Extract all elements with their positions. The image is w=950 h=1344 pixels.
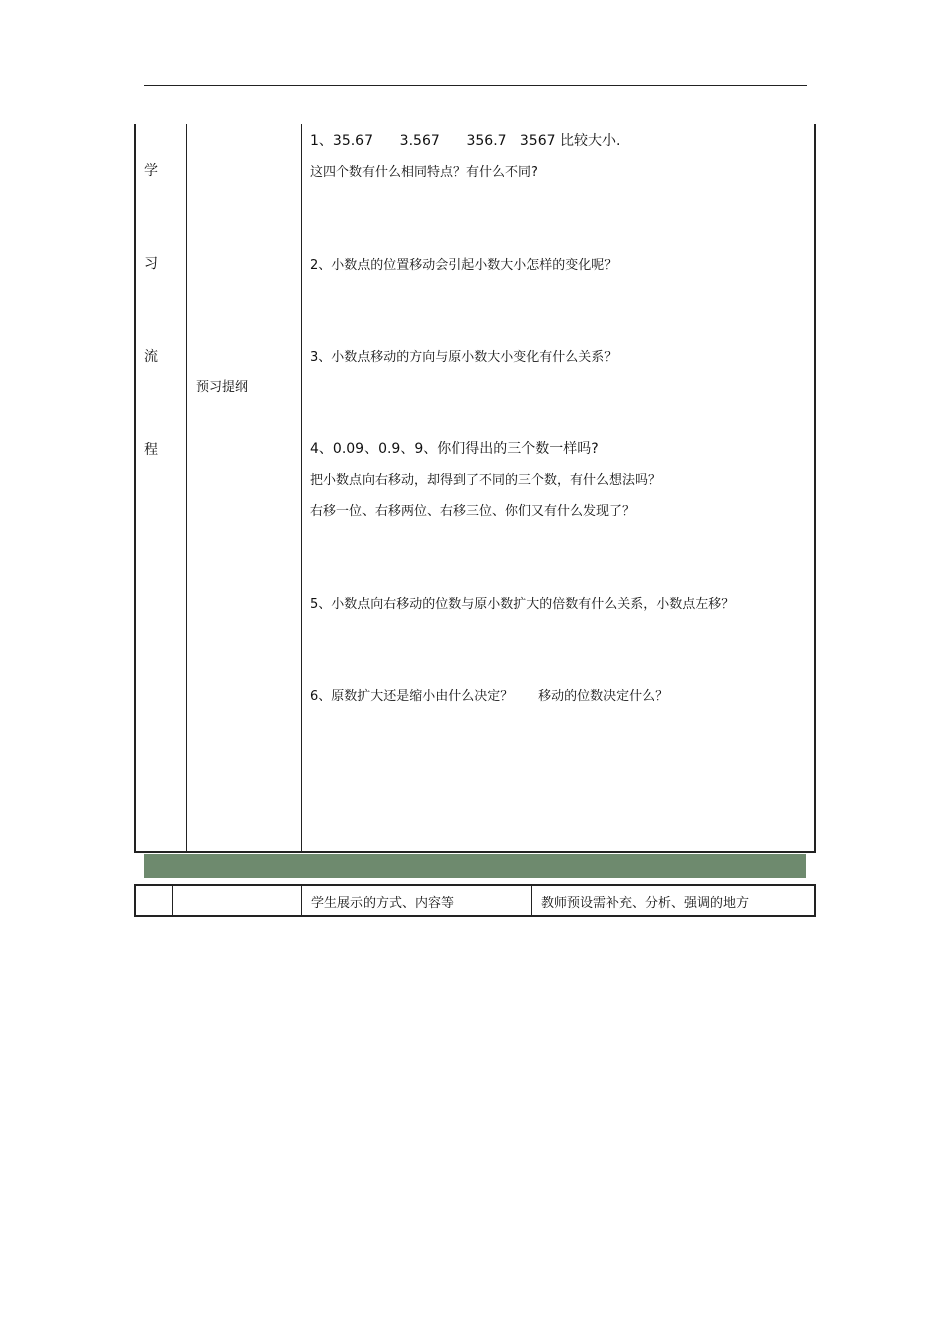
- bottom-divider-3: [531, 886, 532, 915]
- question-1-followup: 这四个数有什么相同特点？有什么不同?: [310, 165, 538, 180]
- bottom-divider-1: [172, 886, 173, 915]
- table-border-right: [814, 124, 816, 852]
- side-label-char: 流: [144, 349, 158, 365]
- outline-label: 预习提纲: [196, 380, 249, 395]
- column-divider-1: [186, 124, 187, 852]
- teacher-notes-header: 教师预设需补充、分析、强调的地方: [541, 896, 750, 911]
- question-3: 3、小数点移动的方向与原小数大小变化有什么关系？: [310, 350, 618, 365]
- student-display-header: 学生展示的方式、内容等: [311, 896, 455, 911]
- table-border-bottom: [134, 851, 816, 853]
- column-divider-2: [301, 124, 302, 852]
- side-label-char: 程: [144, 442, 158, 458]
- display-table: [134, 884, 816, 917]
- bottom-divider-2: [301, 886, 302, 915]
- question-1: 1、35.67 3.567 356.7 3567 比较大小.: [310, 133, 621, 149]
- side-label-char: 学: [144, 163, 158, 179]
- header-rule: [144, 85, 807, 86]
- question-4: 4、0.09、0.9、9、你们得出的三个数一样吗?: [310, 441, 599, 457]
- question-5: 5、小数点向右移动的位数与原小数扩大的倍数有什么关系，小数点左移？: [310, 597, 735, 612]
- side-label-char: 习: [144, 256, 158, 272]
- table-border-left: [134, 124, 136, 852]
- lesson-table: [134, 124, 816, 854]
- question-4-followup-2: 右移一位、右移两位、右移三位、你们又有什么发现了？: [310, 504, 636, 519]
- question-4-followup-1: 把小数点向右移动，却得到了不同的三个数，有什么想法吗？: [310, 473, 662, 488]
- question-6: 6、原数扩大还是缩小由什么决定？ 移动的位数决定什么？: [310, 689, 669, 704]
- section-divider-band: [144, 854, 806, 878]
- question-2: 2、小数点的位置移动会引起小数大小怎样的变化呢？: [310, 258, 618, 273]
